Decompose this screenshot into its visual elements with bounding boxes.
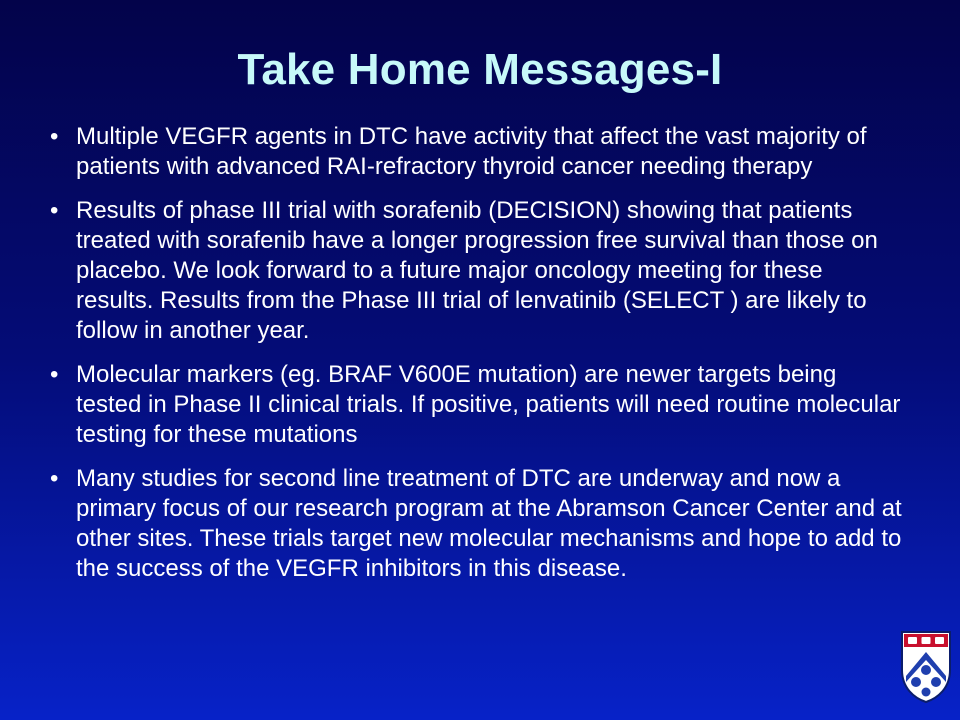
bullet-dot-icon: •: [50, 361, 59, 388]
shield-roundel-right: [931, 677, 941, 687]
bullet-dot-icon: •: [50, 465, 59, 492]
shield-roundel-bottom: [922, 688, 931, 697]
bullet-item: [48, 360, 906, 450]
bullet-text: Multiple VEGFR agents in DTC have activity that affect the vast majority of patients with advanced RAI-refractory thyroid cancer needing therapy: [76, 123, 867, 180]
shield-book-center: [922, 637, 931, 644]
university-shield-icon: [900, 630, 952, 704]
shield-roundel-top: [921, 665, 931, 675]
slide-title: Take Home Messages-I: [237, 45, 723, 94]
bullet-text: Molecular markers (eg. BRAF V600E mutation) are newer targets being tested in Phase II clinical trials. If positive, patients will need routine molecular testing for these mutations: [76, 361, 901, 448]
bullet-text: Many studies for second line treatment of DTC are underway and now a primary focus of our research program at the Abramson Cancer Center and at other sites. These trials target new molecular mechanisms and hope to add to the success of the VEGFR inhibitors in this disease.: [76, 465, 902, 582]
bullet-text: Results of phase III trial with sorafenib (DECISION) showing that patients treated with sorafenib have a longer progression free survival than those on placebo. We look forward to a future major oncology meeting for these results. Results from the Phase III trial of lenvatinib (SELECT ) are likely to follow in another year.: [76, 197, 878, 344]
bullet-dot-icon: •: [50, 197, 59, 224]
shield-roundel-left: [911, 677, 921, 687]
bullet-item: [48, 196, 906, 346]
bullet-dot-icon: •: [50, 123, 59, 150]
bullet-item: [48, 464, 906, 584]
bullet-item: [48, 122, 906, 182]
shield-book-left: [908, 637, 917, 644]
shield-book-right: [935, 637, 944, 644]
bullet-list: [48, 122, 906, 598]
